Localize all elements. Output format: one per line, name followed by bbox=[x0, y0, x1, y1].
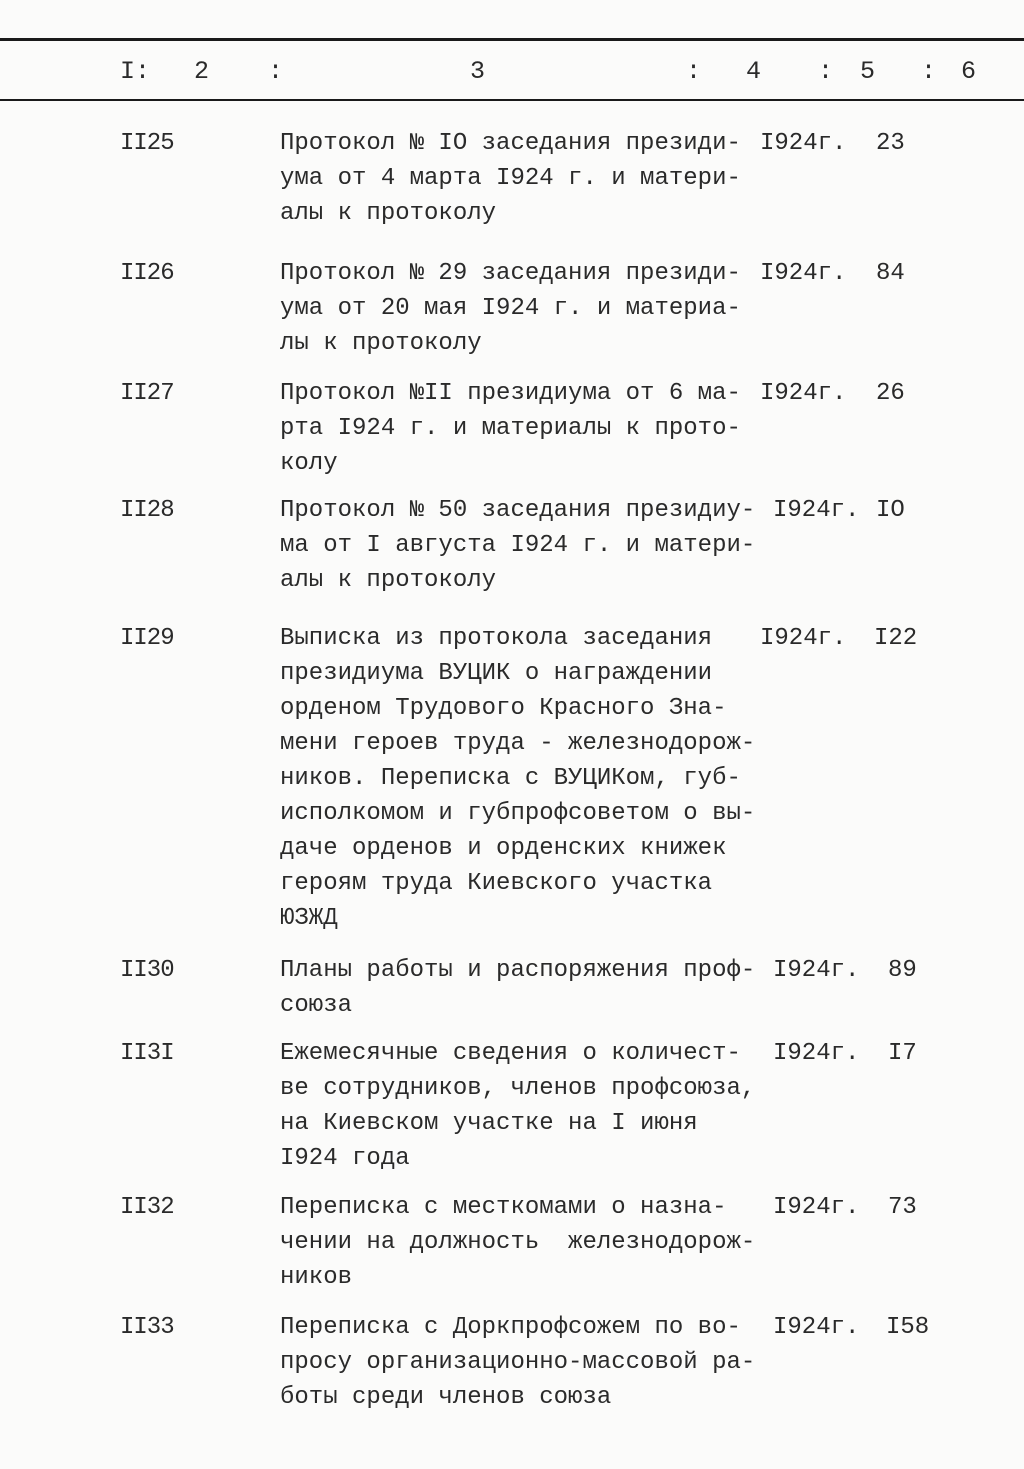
item-number: II33 bbox=[120, 1314, 174, 1341]
description-line: Протокол № IO заседания президи- bbox=[280, 130, 741, 157]
description-line: ума от 4 марта I924 г. и матери- bbox=[280, 165, 741, 192]
description-line: на Киевском участке на I июня bbox=[280, 1110, 698, 1137]
description-line: исполкомом и губпрофсоветом о вы- bbox=[280, 800, 756, 827]
description-line: ЮЗЖД bbox=[280, 905, 338, 932]
item-description bbox=[280, 376, 741, 481]
col-4-header: 4 bbox=[746, 57, 762, 86]
item-number: II3I bbox=[120, 1040, 174, 1067]
separator: : bbox=[686, 57, 702, 86]
description-line: боты среди членов союза bbox=[280, 1384, 612, 1411]
description-line: колу bbox=[280, 450, 338, 477]
description-line: орденом Трудового Красного Зна- bbox=[280, 695, 727, 722]
description-line: ма от I августа I924 г. и матери- bbox=[280, 532, 756, 559]
item-description bbox=[280, 126, 741, 231]
item-year: I924г. bbox=[760, 130, 847, 157]
header-bottom-rule bbox=[0, 99, 1024, 101]
item-description bbox=[280, 953, 755, 1023]
separator: : bbox=[818, 57, 834, 86]
item-sheet-count: 84 bbox=[876, 260, 905, 287]
item-year: I924г. bbox=[773, 957, 860, 984]
description-line: алы к протоколу bbox=[280, 200, 497, 227]
item-sheet-count: I7 bbox=[888, 1040, 917, 1067]
item-year: I924г. bbox=[773, 1314, 860, 1341]
description-line: Выписка из протокола заседания bbox=[280, 625, 713, 652]
description-line: ников. Переписка с ВУЦИКом, губ- bbox=[280, 765, 741, 792]
description-line: ников bbox=[280, 1264, 353, 1291]
item-number: II27 bbox=[120, 380, 174, 407]
separator: : bbox=[268, 57, 284, 86]
description-line: Ежемесячные сведения о количест- bbox=[280, 1040, 741, 1067]
description-line: Переписка с Доркпрофсожем по во- bbox=[280, 1314, 741, 1341]
item-number: II29 bbox=[120, 625, 174, 652]
item-year: I924г. bbox=[760, 380, 847, 407]
header-top-rule bbox=[0, 38, 1024, 41]
col-3-header: 3 bbox=[470, 57, 486, 86]
item-sheet-count: 73 bbox=[888, 1194, 917, 1221]
description-line: ве сотрудников, членов профсоюза, bbox=[280, 1075, 756, 1102]
item-description bbox=[280, 621, 755, 936]
item-sheet-count: I22 bbox=[874, 625, 918, 652]
item-year: I924г. bbox=[760, 260, 847, 287]
description-line: алы к протоколу bbox=[280, 567, 497, 594]
item-year: I924г. bbox=[773, 497, 860, 524]
item-sheet-count: I58 bbox=[886, 1314, 930, 1341]
item-number: II26 bbox=[120, 260, 174, 287]
item-number: II32 bbox=[120, 1194, 174, 1221]
description-line: Протокол №II президиума от 6 ма- bbox=[280, 380, 741, 407]
item-number: II30 bbox=[120, 957, 174, 984]
item-sheet-count: 89 bbox=[888, 957, 917, 984]
description-line: просу организационно-массовой ра- bbox=[280, 1349, 756, 1376]
description-line: Планы работы и распоряжения проф- bbox=[280, 957, 756, 984]
description-line: ума от 20 мая I924 г. и материа- bbox=[280, 295, 741, 322]
item-number: II28 bbox=[120, 497, 174, 524]
item-description bbox=[280, 493, 755, 598]
col-1-header: I: bbox=[120, 57, 151, 86]
description-line: Протокол № 29 заседания президи- bbox=[280, 260, 741, 287]
description-line: союза bbox=[280, 992, 353, 1019]
description-line: президиума ВУЦИК о награждении bbox=[280, 660, 713, 687]
separator: : bbox=[921, 57, 937, 86]
col-5-header: 5 bbox=[860, 57, 876, 86]
description-line: Протокол № 50 заседания президиу- bbox=[280, 497, 756, 524]
item-sheet-count: IO bbox=[876, 497, 905, 524]
description-line: мени героев труда - железнодорож- bbox=[280, 730, 756, 757]
description-line: героям труда Киевского участка bbox=[280, 870, 713, 897]
item-description bbox=[280, 1190, 755, 1295]
item-year: I924г. bbox=[773, 1040, 860, 1067]
item-sheet-count: 26 bbox=[876, 380, 905, 407]
col-2-header: 2 bbox=[194, 57, 210, 86]
item-description bbox=[280, 256, 741, 361]
description-line: рта I924 г. и материалы к прото- bbox=[280, 415, 741, 442]
item-year: I924г. bbox=[760, 625, 847, 652]
description-line: чении на должность железнодорож- bbox=[280, 1229, 756, 1256]
item-description bbox=[280, 1036, 755, 1176]
description-line: Переписка с месткомами о назна- bbox=[280, 1194, 727, 1221]
description-line: даче орденов и орденских книжек bbox=[280, 835, 727, 862]
item-description bbox=[280, 1310, 755, 1415]
col-6-header: 6 bbox=[961, 57, 977, 86]
item-number: II25 bbox=[120, 130, 174, 157]
description-line: I924 года bbox=[280, 1145, 410, 1172]
description-line: лы к протоколу bbox=[280, 330, 482, 357]
item-year: I924г. bbox=[773, 1194, 860, 1221]
item-sheet-count: 23 bbox=[876, 130, 905, 157]
